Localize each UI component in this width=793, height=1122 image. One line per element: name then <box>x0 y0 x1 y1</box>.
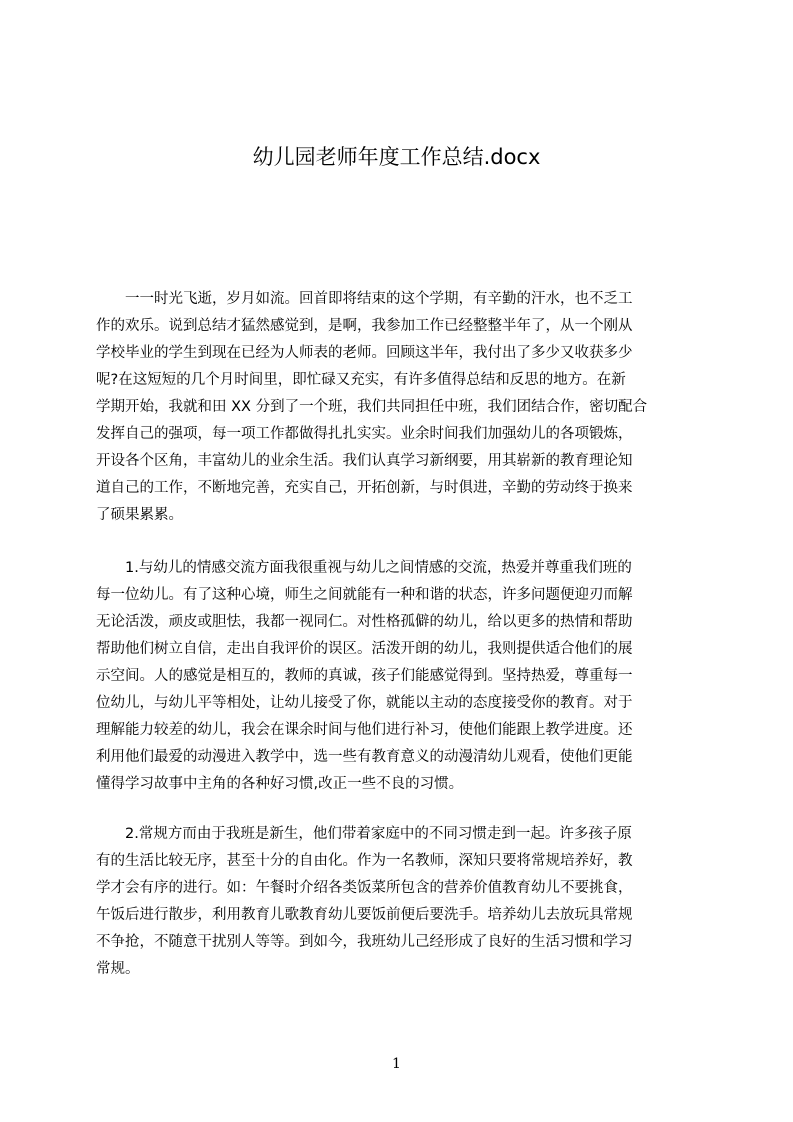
text-line: 1.与幼儿的情感交流方面我很重视与幼儿之间情感的交流，热爱并尊重我们班的 <box>96 560 632 576</box>
text-line: 2.常规方而由于我班是新生，他们带着家庭中的不同习惯走到一起。许多孩子原 <box>96 826 632 842</box>
paragraph-emotional-communication <box>96 555 698 798</box>
text-line: 学才会有序的进行。如：午餐时介绍各类饭菜所包含的营养价值教育幼儿不要挑食， <box>96 880 633 896</box>
paragraph-routine <box>96 821 698 983</box>
text-line: 懂得学习故事中主角的各种好习惯,改正一些不良的习惯。 <box>96 776 464 792</box>
text-line: 位幼儿，与幼儿平等相处，让幼儿接受了你，就能以主动的态度接受你的教育。对于 <box>96 695 633 711</box>
text-line: 有的生活比较无序，甚至十分的自由化。作为一名教师，深知只要将常规培养好，教 <box>96 853 633 869</box>
text-line: 常规。 <box>96 961 140 977</box>
text-line: 作的欢乐。说到总结才猛然感觉到，是啊，我参加工作已经整整半年了，从一个刚从 <box>96 318 633 334</box>
text-line: 理解能力较差的幼儿，我会在课余时间与他们进行补习，使他们能跟上教学进度。还 <box>96 722 633 738</box>
text-line: 无论活泼，顽皮或胆怯，我都一视同仁。对性格孤僻的幼儿，给以更多的热情和帮助 <box>96 614 633 630</box>
text-line: 开设各个区角，丰富幼儿的业余生活。我们认真学习新纲要，用其崭新的教育理论知 <box>96 453 633 469</box>
text-line: 每一位幼儿。有了这种心境，师生之间就能有一种和谐的状态，许多问题便迎刃而解 <box>96 587 633 603</box>
page-number: 1 <box>392 1056 401 1072</box>
text-line: 呢?在这短短的几个月时间里，即忙碌又充实，有许多值得总结和反思的地方。在新 <box>96 372 626 388</box>
document-title: 幼儿园老师年度工作总结.docx <box>252 145 541 169</box>
paragraph-intro <box>96 286 698 529</box>
text-line: 了硕果累累。 <box>96 507 183 523</box>
text-line: 不争抢，不随意干扰别人等等。到如今，我班幼儿己经形成了良好的生活习惯和学习 <box>96 934 633 950</box>
text-line: 发挥自己的强项，每一项工作都做得扎扎实实。业余时间我们加强幼儿的各项锻炼， <box>96 426 633 442</box>
text-line: 学校毕业的学生到现在已经为人师表的老师。回顾这半年，我付出了多少又收获多少 <box>96 345 633 361</box>
text-line: 午饭后进行散步，利用教育儿歌教育幼儿要饭前便后要洗手。培养幼儿去放玩具常规 <box>96 907 633 923</box>
text-line: 示空间。人的感觉是相互的，教师的真诚，孩子们能感觉得到。坚持热爱，尊重每一 <box>96 668 633 684</box>
text-line: 帮助他们树立自信，走出自我评价的误区。活泼开朗的幼儿，我则提供适合他们的展 <box>96 641 633 657</box>
text-line: 道自己的工作，不断地完善，充实自己，开拓创新，与时俱进，辛勤的劳动终于换来 <box>96 480 633 496</box>
text-line: 一一时光飞逝，岁月如流。回首即将结束的这个学期，有辛勤的汗水，也不乏工 <box>96 291 633 307</box>
text-line: 利用他们最爱的动漫进入教学中，选一些有教育意义的动漫清幼儿观看，使他们更能 <box>96 749 633 765</box>
text-line: 学期开始，我就和田 XX 分到了一个班，我们共同担任中班，我们团结合作，密切配合 <box>96 399 648 415</box>
